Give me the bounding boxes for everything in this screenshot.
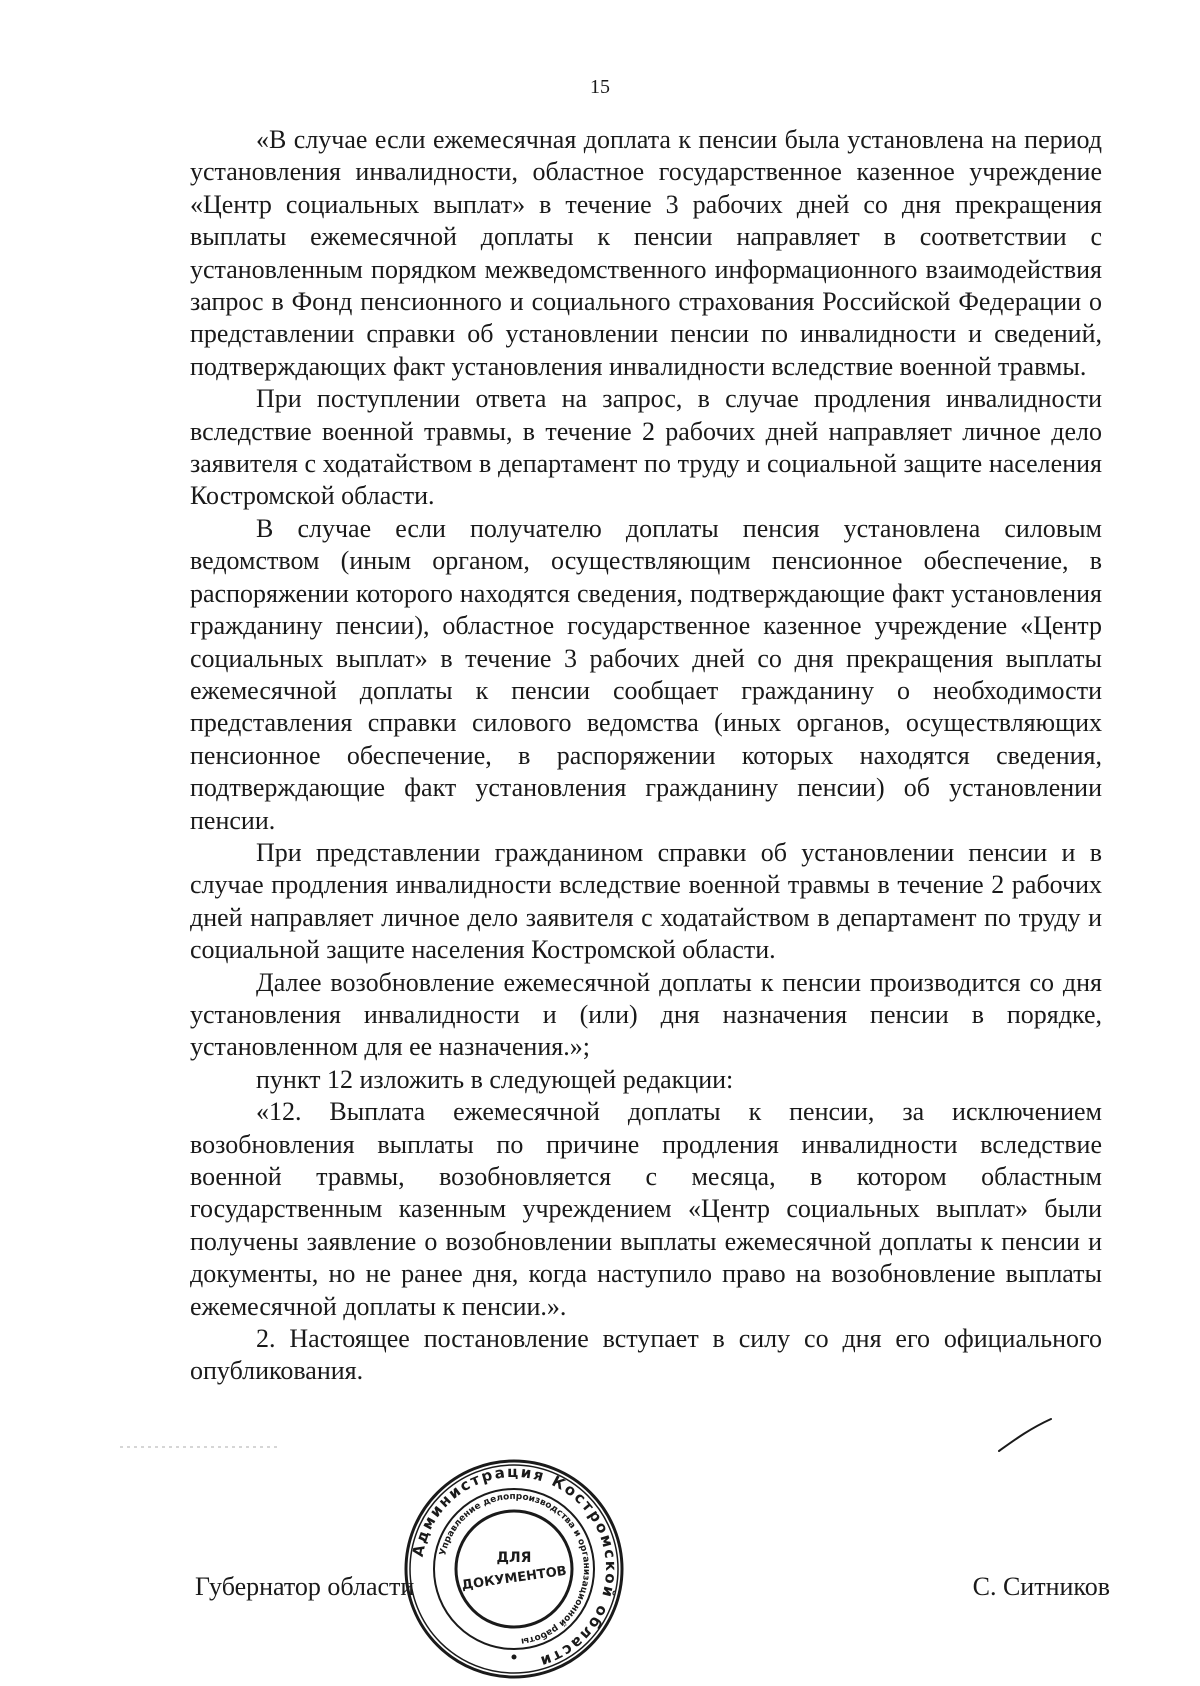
seal-center-line-1: ДЛЯ bbox=[496, 1550, 532, 1566]
pen-mark-icon bbox=[995, 1415, 1055, 1455]
paragraph-item-12-intro: пункт 12 изложить в следующей редакции: bbox=[256, 1064, 734, 1094]
seal-inner-text: Управление делопроизводства и организационной работы bbox=[438, 1491, 592, 1646]
paragraph-response-received: При поступлении ответа на запрос, в случае продления инвалидности вследствие военной травмы, в течение 2 рабочих дней направляет личное дело заявителя с ходатайством в департамент по труду и социальной защите населения Костромской области. bbox=[190, 384, 1102, 511]
paragraph-entry-into-force: 2. Настоящее постановление вступает в силу со дня его официального опубликования. bbox=[190, 1324, 1102, 1386]
paragraph-resumption: Далее возобновление ежемесячной доплаты к пенсии производится со дня установления инвалидности и (или) дня назначения пенсии в порядке, установленном для ее назначения.»; bbox=[190, 967, 1102, 1062]
scan-artifact-line bbox=[120, 1444, 280, 1450]
paragraph-security-agency: В случае если получателю доплаты пенсия установлена силовым ведомством (иным органом, осуществляющим пенсионное обеспечение, в распоряжении которого находятся сведения, подтверждающие факт установления гражданину пенсии), областное государственное казенное учреждение «Центр социальных выплат» в течение 3 рабочих дней со дня прекращения выплаты ежемесячной доплаты к пенсии сообщает гражданину о необходимости представления справки силового ведомства (иных органов, осуществляющих пенсионное обеспечение, в распоряжении которых находятся сведения, подтверждающие факт установления гражданину пенсии) об установлении пенсии. bbox=[190, 513, 1102, 835]
paragraph-disability-period: «В случае если ежемесячная доплата к пенсии была установлена на период установления инвалидности, областное государственное казенное учреждение «Центр социальных выплат» в течение 3 рабочих дней со дня прекращения выплаты ежемесячной доплаты к пенсии направляет в соответствии с установленным порядком межведомственного информационного взаимодействия запрос в Фонд пенсионного и социального страхования Российской Федерации о представлении справки об установлении пенсии по инвалидности и сведений, подтверждающих факт установления инвалидности вследствие военной травмы. bbox=[190, 125, 1102, 381]
paragraph-item-12: «12. Выплата ежемесячной доплаты к пенсии, за исключением возобновления выплаты по причине продления инвалидности вследствие военной травмы, возобновляется с месяца, в котором областным государственным казенным учреждением «Центр социальных выплат» были получены заявление о возобновлении выплаты ежемесячной доплаты к пенсии и документы, но не ранее дня, когда наступило право на возобновление выплаты ежемесячной доплаты к пенсии.». bbox=[190, 1097, 1102, 1321]
page-number: 15 bbox=[590, 76, 610, 98]
seal-dot bbox=[512, 1655, 517, 1660]
seal-outer-text: Администрация Костромской области bbox=[408, 1462, 621, 1672]
paragraph-certificate-submitted: При представлении гражданином справки об установлении пенсии и в случае продления инвалидности вследствие военной травмы в течение 2 рабочих дней направляет личное дело заявителя с ходатайством в департамент по труду и социальной защите населения Костромской области. bbox=[190, 837, 1102, 965]
signatory-name: С. Ситников bbox=[972, 1572, 1110, 1601]
official-seal bbox=[402, 1457, 626, 1681]
document-body bbox=[190, 124, 1102, 1388]
svg-text:Управление делопроизводства и bbox=[438, 1492, 591, 1646]
seal-center-line-2: ДОКУМЕНТОВ bbox=[460, 1563, 568, 1594]
signatory-title: Губернатор области bbox=[195, 1572, 415, 1601]
